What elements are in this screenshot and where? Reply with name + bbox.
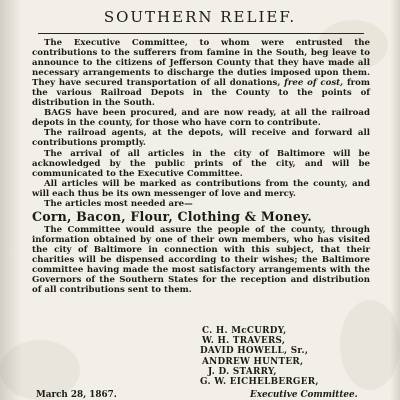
paragraph-bags (32, 108, 370, 128)
committee-label: Executive Committee. (250, 390, 358, 400)
free-of-cost-phrase: free of cost, (284, 78, 344, 89)
signature-name: W. H. TRAVERS, (202, 336, 286, 347)
paragraph-announcement (32, 38, 370, 108)
paper-edge-shadow (0, 0, 22, 400)
paragraph-agents: The railroad agents, at the depots, will receive and forward all contributions promptly. (32, 128, 370, 149)
paragraph-text: have been procured, and are now ready, at all the railroad depots in the county, for those who have corn to contribute. (32, 108, 370, 129)
paragraph-arrival: The arrival of all articles in the city of Baltimore will be acknowledged by the public prints of the city, and will be communicated to the Executive Committee. (32, 148, 370, 179)
paper-edge-shadow (390, 0, 400, 400)
issue-date: March 28, 1867. (36, 390, 117, 400)
signature-name: J. D. STARRY, (208, 366, 277, 377)
title-rule (38, 33, 364, 34)
paragraph-text: from the various Railroad Depots in the County to the points of distribution in the South. (32, 78, 371, 109)
bags-word: BAGS (44, 108, 72, 119)
needed-items-headline: Corn, Bacon, Flour, Clothing & Money. (32, 208, 312, 224)
signature-name: G. W. EICHELBERGER, (200, 377, 319, 388)
signature-name: DAVID HOWELL, Sr., (200, 346, 309, 357)
signature-name: C. H. McCURDY, (202, 326, 287, 336)
page-title: SOUTHERN RELIEF. (103, 8, 297, 26)
paragraph-needed-intro: The articles most needed are— (44, 198, 193, 209)
paragraph-assurance: The Committee would assure the people of the county, through information obtained by one of their own members, who has visited the city of Baltimore in connection with this subject, that their charities will be dispensed according to their wishes; the Baltimore committee having made the most satisfactory arrangements with the Governors of the Southern States for the reception and distribution of all contributions sent to them. (32, 224, 370, 296)
signature-name: ANDREW HUNTER, (202, 356, 304, 367)
signature-block (200, 326, 370, 387)
paragraph-text: The Executive Committee, to whom were entrusted the contributions to the sufferers from famine in the South, beg leave to announce to the citizens of Jefferson County that they have made all necessary arrangements to discharge the duties imposed upon them. They have secured transportation of all donations, (32, 38, 370, 89)
paragraph-marking: All articles will be marked as contributions from the county, and will each thus be its own messenger of love and mercy. (32, 178, 370, 199)
body-text (32, 38, 370, 295)
